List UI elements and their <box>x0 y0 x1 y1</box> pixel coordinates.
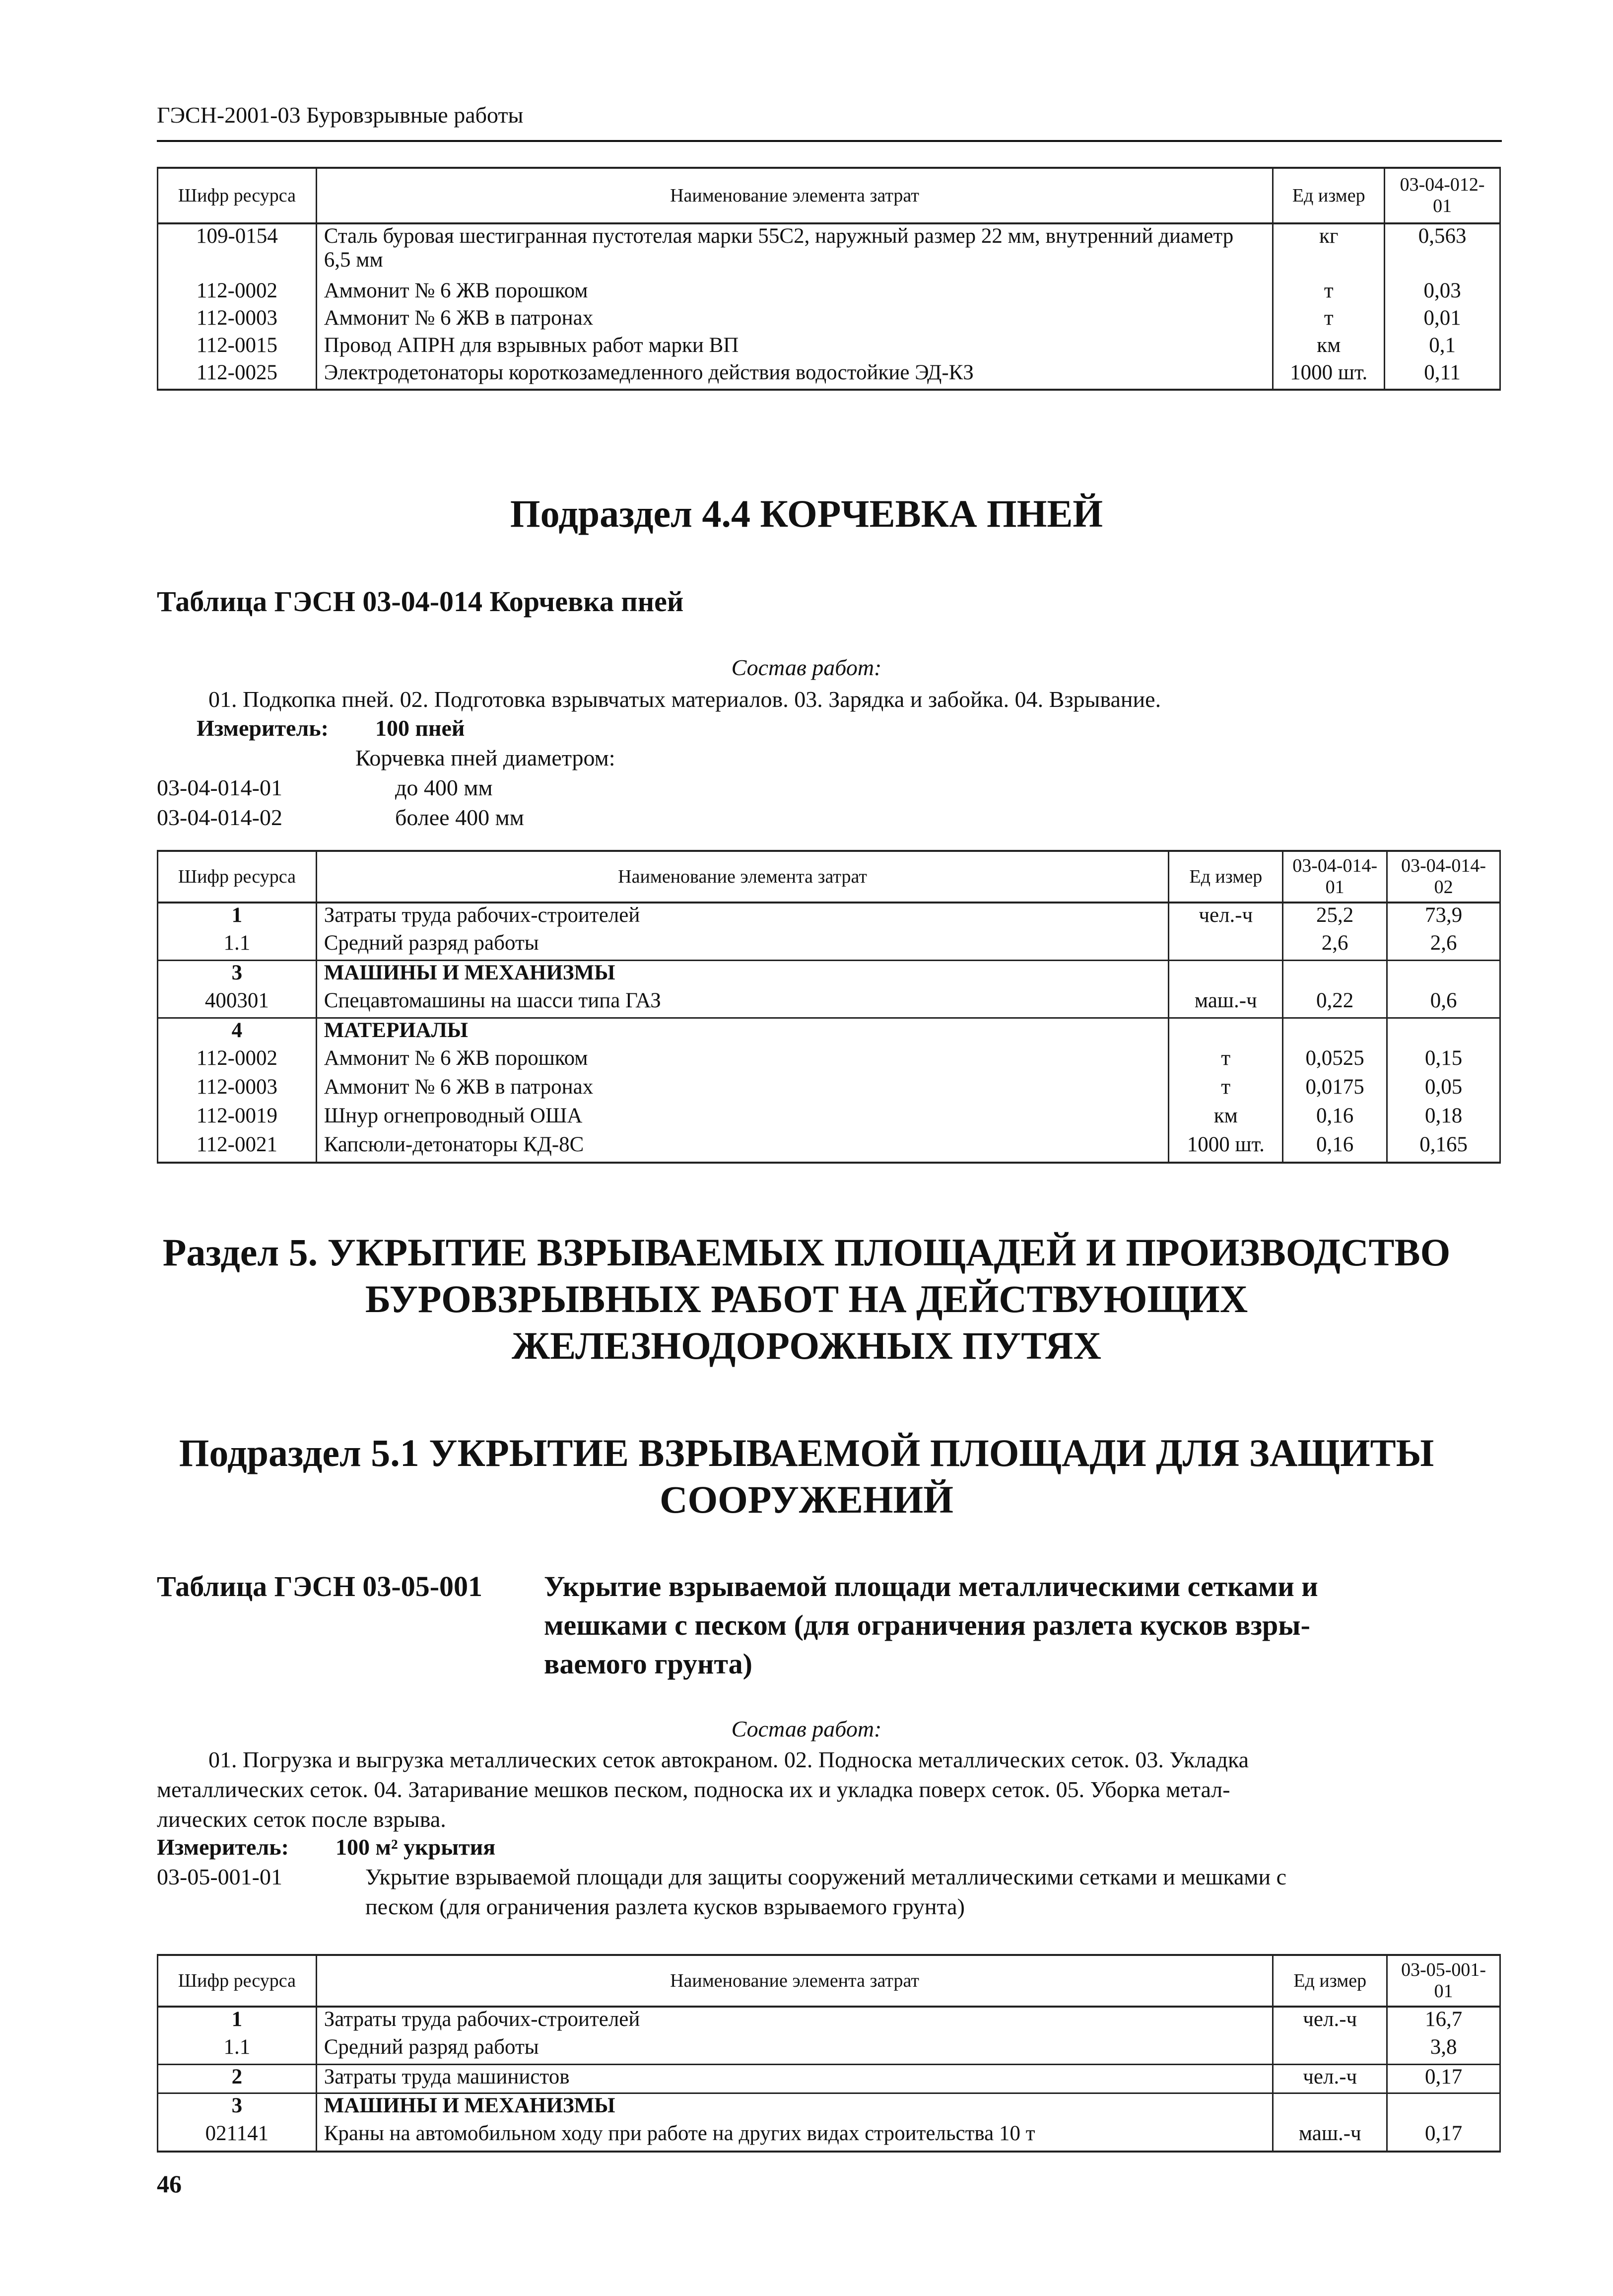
table-03-04-014-title: Таблица ГЭСН 03-04-014 Корчевка пней <box>157 585 684 618</box>
col-header-norm: 03-04-014-02 <box>1387 851 1500 903</box>
cell-unit <box>1273 2035 1387 2064</box>
table-row <box>158 989 1500 1018</box>
measurer-label: Измеритель: <box>197 715 329 741</box>
cell-unit: чел.-ч <box>1273 2064 1387 2093</box>
table-row <box>158 223 1500 279</box>
table-row <box>158 2122 1500 2152</box>
work-composition-label: Состав работ: <box>731 1716 882 1741</box>
cell-unit <box>1169 960 1283 989</box>
cell-value: 0,01 <box>1385 306 1500 334</box>
cell-value: 0,1 <box>1385 334 1500 361</box>
section-5-title-line: ЖЕЛЕЗНОДОРОЖНЫХ ПУТЯХ <box>512 1324 1101 1367</box>
table-row <box>158 903 1500 931</box>
cell-name: Провод АПРН для взрывных работ марки ВП <box>316 334 1273 361</box>
col-header-norm: 03-05-001-01 <box>1387 1955 1500 2007</box>
col-header-unit: Ед измер <box>1273 1955 1387 2007</box>
table-03-05-001-title-line: ваемого грунта) <box>544 1648 752 1680</box>
cell-unit: т <box>1273 279 1385 306</box>
running-header: ГЭСН-2001-03 Буровзрывные работы <box>157 102 524 128</box>
table-03-04-012 <box>157 167 1501 391</box>
table-row <box>158 2064 1500 2093</box>
cell-unit <box>1169 931 1283 960</box>
norm-description: более 400 мм <box>395 805 524 830</box>
table-03-05-001 <box>157 1954 1501 2153</box>
work-composition-text: 01. Подкопка пней. 02. Подготовка взрывчатых материалов. 03. Зарядка и забойка. 04. Взрывание. <box>208 687 1161 712</box>
cell-unit: т <box>1169 1046 1283 1075</box>
cell-code: 400301 <box>158 989 317 1018</box>
table-row <box>158 361 1500 390</box>
table-03-05-001-title-line: Укрытие взрываемой площади металлическими сетками и <box>544 1570 1318 1602</box>
table-row <box>158 1104 1500 1133</box>
cell-name: Затраты труда рабочих-строителей <box>316 903 1169 931</box>
table-header-row <box>158 1955 1500 2007</box>
cell-value: 25,2 <box>1283 903 1387 931</box>
cell-code: 3 <box>158 960 317 989</box>
cell-value <box>1283 960 1387 989</box>
cell-value <box>1387 2093 1500 2122</box>
cell-group-title: МАТЕРИАЛЫ <box>316 1018 1169 1046</box>
cell-code: 112-0003 <box>158 1075 317 1104</box>
table-03-04-014 <box>157 850 1501 1164</box>
norm-description: до 400 мм <box>395 775 493 800</box>
table-row <box>158 306 1500 334</box>
table-row <box>158 1046 1500 1075</box>
cell-value <box>1283 1018 1387 1046</box>
cell-value <box>1387 1018 1500 1046</box>
cell-unit: т <box>1169 1075 1283 1104</box>
cell-unit: маш.-ч <box>1169 989 1283 1018</box>
cell-code: 021141 <box>158 2122 317 2152</box>
cell-code: 112-0003 <box>158 306 317 334</box>
cell-value: 0,05 <box>1387 1075 1500 1104</box>
cell-name: Аммонит № 6 ЖВ порошком <box>316 1046 1169 1075</box>
subsection-5-1-title-line: Подраздел 5.1 УКРЫТИЕ ВЗРЫВАЕМОЙ ПЛОЩАДИ ДЛЯ ЗАЩИТЫ <box>179 1431 1434 1474</box>
cell-name: Аммонит № 6 ЖВ в патронах <box>316 1075 1169 1104</box>
col-header-code: Шифр ресурса <box>158 851 317 903</box>
table-header-row <box>158 168 1500 223</box>
cell-name: Затраты труда рабочих-строителей <box>316 2007 1273 2035</box>
cell-code: 1 <box>158 903 317 931</box>
cell-unit: маш.-ч <box>1273 2122 1387 2152</box>
measurer-value: 100 м² укрытия <box>336 1834 496 1860</box>
cell-value: 0,17 <box>1387 2122 1500 2152</box>
cell-value: 73,9 <box>1387 903 1500 931</box>
cell-name: Затраты труда машинистов <box>316 2064 1273 2093</box>
cell-value: 0,165 <box>1387 1133 1500 1163</box>
cell-group-title: МАШИНЫ И МЕХАНИЗМЫ <box>316 2093 1273 2122</box>
col-header-code: Шифр ресурса <box>158 168 317 223</box>
cell-value: 0,17 <box>1387 2064 1500 2093</box>
cell-unit: т <box>1273 306 1385 334</box>
col-header-name: Наименование элемента затрат <box>316 851 1169 903</box>
cell-value: 0,15 <box>1387 1046 1500 1075</box>
header-rule <box>157 140 1502 142</box>
cell-code: 1.1 <box>158 2035 317 2064</box>
cell-value: 0,6 <box>1387 989 1500 1018</box>
cell-code: 112-0021 <box>158 1133 317 1163</box>
cell-value <box>1387 960 1500 989</box>
table-row <box>158 2007 1500 2035</box>
cell-name: Средний разряд работы <box>316 931 1169 960</box>
cell-value: 2,6 <box>1283 931 1387 960</box>
work-composition-text: металлических сеток. 04. Затаривание мешков песком, подноска их и укладка поверх сеток. 05. Уборка метал- <box>157 1777 1230 1802</box>
norm-code: 03-05-001-01 <box>157 1864 282 1889</box>
table-header-row <box>158 851 1500 903</box>
col-header-name: Наименование элемента затрат <box>316 168 1273 223</box>
cell-code: 109-0154 <box>158 223 317 279</box>
cell-code: 1.1 <box>158 931 317 960</box>
cell-value: 0,16 <box>1283 1104 1387 1133</box>
cell-unit: чел.-ч <box>1273 2007 1387 2035</box>
cell-unit: 1000 шт. <box>1169 1133 1283 1163</box>
col-header-name: Наименование элемента затрат <box>316 1955 1273 2007</box>
cell-name: Сталь буровая шестигранная пустотелая марки 55С2, наружный размер 22 мм, внутренний диаметр 6,5 мм <box>316 223 1273 279</box>
cell-unit: 1000 шт. <box>1273 361 1385 390</box>
intro-text: Корчевка пней диаметром: <box>355 745 615 770</box>
norm-code: 03-04-014-02 <box>157 805 282 830</box>
section-5-title-line: Раздел 5. УКРЫТИЕ ВЗРЫВАЕМЫХ ПЛОЩАДЕЙ И ПРОИЗВОДСТВО <box>162 1231 1451 1274</box>
table-row <box>158 2035 1500 2064</box>
cell-name: Шнур огнепроводный ОША <box>316 1104 1169 1133</box>
cell-name: Аммонит № 6 ЖВ порошком <box>316 279 1273 306</box>
cell-value: 0,16 <box>1283 1133 1387 1163</box>
cell-value: 3,8 <box>1387 2035 1500 2064</box>
cell-code: 4 <box>158 1018 317 1046</box>
cell-unit: км <box>1273 334 1385 361</box>
cell-value: 0,563 <box>1385 223 1500 279</box>
table-group-row <box>158 1018 1500 1046</box>
cell-code: 1 <box>158 2007 317 2035</box>
norm-code: 03-04-014-01 <box>157 775 282 800</box>
table-row <box>158 279 1500 306</box>
col-header-unit: Ед измер <box>1273 168 1385 223</box>
cell-value: 0,0525 <box>1283 1046 1387 1075</box>
subsection-5-1-title-line: СООРУЖЕНИЙ <box>660 1478 953 1521</box>
work-composition-text: 01. Погрузка и выгрузка металлических сеток автокраном. 02. Подноска металлических сеток. 03. Укладка <box>208 1747 1249 1772</box>
cell-name: Электродетонаторы короткозамедленного действия водостойкие ЭД-КЗ <box>316 361 1273 390</box>
page-number: 46 <box>157 2170 182 2198</box>
subsection-4-4-title: Подраздел 4.4 КОРЧЕВКА ПНЕЙ <box>510 492 1103 535</box>
cell-value: 16,7 <box>1387 2007 1500 2035</box>
cell-value: 0,0175 <box>1283 1075 1387 1104</box>
cell-code: 2 <box>158 2064 317 2093</box>
cell-value: 0,03 <box>1385 279 1500 306</box>
cell-unit: чел.-ч <box>1169 903 1283 931</box>
measurer-label: Измеритель: <box>157 1834 289 1860</box>
cell-value: 0,11 <box>1385 361 1500 390</box>
section-5-title-line: БУРОВЗРЫВНЫХ РАБОТ НА ДЕЙСТВУЮЩИХ <box>365 1277 1248 1321</box>
table-row <box>158 1075 1500 1104</box>
table-row <box>158 1133 1500 1163</box>
table-row <box>158 931 1500 960</box>
cell-group-title: МАШИНЫ И МЕХАНИЗМЫ <box>316 960 1169 989</box>
cell-name: Капсюли-детонаторы КД-8С <box>316 1133 1169 1163</box>
col-header-norm: 03-04-012-01 <box>1385 168 1500 223</box>
table-03-05-001-title-line: мешками с песком (для ограничения разлета кусков взры- <box>544 1609 1310 1641</box>
cell-value: 2,6 <box>1387 931 1500 960</box>
cell-unit: км <box>1169 1104 1283 1133</box>
work-composition-label: Состав работ: <box>731 655 882 680</box>
col-header-norm: 03-04-014-01 <box>1283 851 1387 903</box>
col-header-code: Шифр ресурса <box>158 1955 317 2007</box>
measurer-value: 100 пней <box>375 715 465 741</box>
table-group-row <box>158 2093 1500 2122</box>
cell-name: Аммонит № 6 ЖВ в патронах <box>316 306 1273 334</box>
cell-code: 112-0019 <box>158 1104 317 1133</box>
table-group-row <box>158 960 1500 989</box>
cell-value: 0,18 <box>1387 1104 1500 1133</box>
cell-value: 0,22 <box>1283 989 1387 1018</box>
table-row <box>158 334 1500 361</box>
cell-code: 3 <box>158 2093 317 2122</box>
norm-description: песком (для ограничения разлета кусков взрываемого грунта) <box>365 1894 965 1919</box>
cell-name: Средний разряд работы <box>316 2035 1273 2064</box>
cell-code: 112-0025 <box>158 361 317 390</box>
work-composition-text: лических сеток после взрыва. <box>157 1807 446 1832</box>
cell-code: 112-0015 <box>158 334 317 361</box>
col-header-unit: Ед измер <box>1169 851 1283 903</box>
cell-unit <box>1273 2093 1387 2122</box>
norm-description: Укрытие взрываемой площади для защиты сооружений металлическими сетками и мешками с <box>365 1864 1287 1889</box>
cell-unit <box>1169 1018 1283 1046</box>
cell-name: Краны на автомобильном ходу при работе на других видах строительства 10 т <box>316 2122 1273 2152</box>
cell-code: 112-0002 <box>158 1046 317 1075</box>
cell-code: 112-0002 <box>158 279 317 306</box>
table-03-05-001-title-prefix: Таблица ГЭСН 03-05-001 <box>157 1570 483 1602</box>
cell-unit: кг <box>1273 223 1385 279</box>
cell-name: Спецавтомашины на шасси типа ГАЗ <box>316 989 1169 1018</box>
